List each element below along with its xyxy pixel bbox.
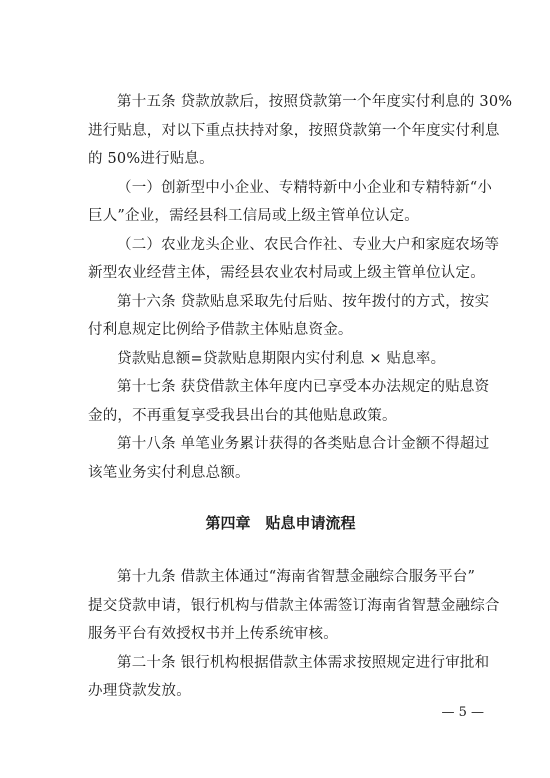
article-16: [88, 288, 490, 345]
text-line: 第十九条 借款主体通过“海南省智慧金融综合服务平台”: [117, 569, 476, 585]
text-line: 贷款贴息额=贷款贴息期限内实付利息 × 贴息率。: [117, 350, 446, 367]
article-15: [88, 88, 513, 174]
page-number: — 5 —: [441, 705, 484, 720]
text-line: 该笔业务实付利息总额。: [88, 464, 250, 481]
text-line: 第十八条 单笔业务累计获得的各类贴息合计金额不得超过: [117, 436, 490, 452]
article-19: [88, 563, 500, 649]
text-line: 办理贷款发放。: [88, 683, 191, 699]
text-line: 提交贷款申请，银行机构与借款主体需签订海南省智慧金融综合: [88, 597, 500, 614]
text-line: 金的，不再重复享受我县出台的其他贴息政策。: [88, 407, 397, 424]
chapter-heading: 第四章 贴息申请流程: [205, 514, 356, 532]
article-20: [88, 649, 490, 706]
article-15-item-1: [88, 174, 493, 231]
text-line: 第十五条 贷款放款后，按照贷款第一个年度实付利息的 30%: [117, 94, 513, 110]
article-18: [88, 430, 490, 487]
text-line: 巨人”企业，需经县科工信局或上级主管单位认定。: [88, 208, 420, 224]
text-line: （一）创新型中小企业、专精特新中小企业和专精特新“小: [117, 179, 493, 196]
text-line: （二）农业龙头企业、农民合作社、专业大户和家庭农场等: [117, 236, 500, 253]
text-line: 的 50%进行贴息。: [88, 151, 214, 167]
text-line: 服务平台有效授权书并上传系统审核。: [88, 626, 338, 642]
subsidy-formula: [88, 345, 473, 374]
text-line: 第十七条 获贷借款主体年度内已享受本办法规定的贴息资: [117, 379, 490, 395]
article-17: [88, 373, 490, 430]
article-15-item-2: [88, 231, 500, 288]
text-line: 付利息规定比例给予借款主体贴息资金。: [88, 322, 353, 338]
text-line: 第十六条 贷款贴息采取先付后贴、按年拨付的方式，按实: [117, 293, 490, 310]
text-line: 新型农业经营主体，需经县农业农村局或上级主管单位认定。: [88, 265, 485, 281]
document-body: [88, 88, 513, 706]
text-line: 进行贴息，对以下重点扶持对象，按照贷款第一个年度实付利息: [88, 122, 500, 139]
text-line: 第二十条 银行机构根据借款主体需求按照规定进行审批和: [117, 654, 490, 671]
